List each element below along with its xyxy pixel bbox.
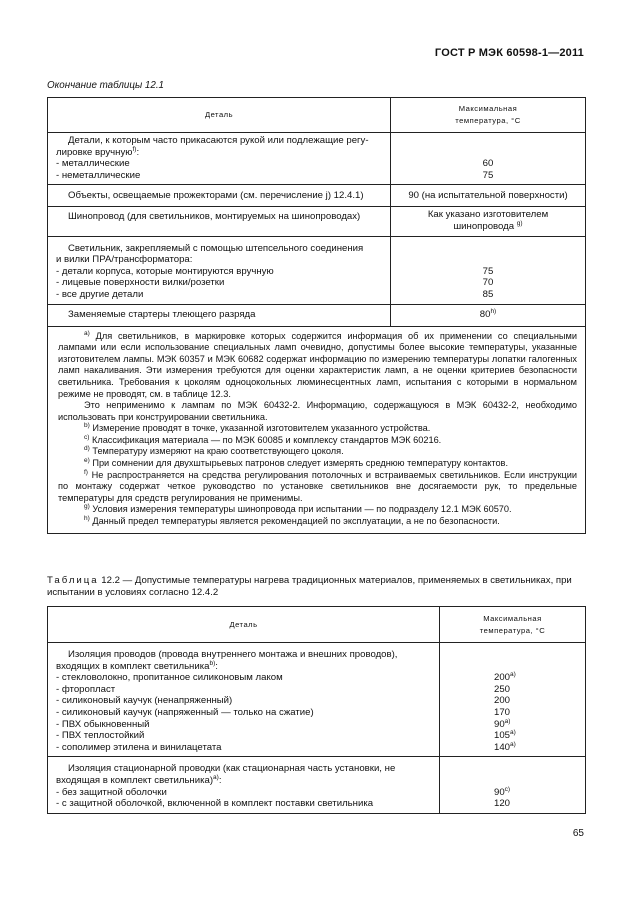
note-f: $^{f)}$ Не распространяется на средства регулирования потолочных и встраиваемых светильников. Если инструкции по монтажу содержат четкое руководство по установке светильников вне досягаемости рук, то предельные температуры для средств регулирования не применимы. xyxy=(58,468,578,503)
note-d: $^{d)}$ Температуру измеряют на краю соответствующего цоколя. xyxy=(84,445,344,457)
table-caption-12-2: Таблица 12.2 — Допустимые температуры нагрева традиционных материалов, применяемых в светильниках, при испытании в условиях согласно 12.4.2 xyxy=(47,575,572,598)
page-number: 65 xyxy=(572,828,584,839)
list-item: - силиконовый каучук (ненапряженный) xyxy=(56,695,233,707)
table-row xyxy=(48,133,586,185)
table-notes xyxy=(48,326,586,533)
list-item: - стекловолокно, пропитанное силиконовым лаком xyxy=(56,672,283,684)
table-12-1 xyxy=(47,97,586,534)
note-h: $^{h)}$ Данный предел температуры является рекомендацией по эксплуатации, а не по безопасности. xyxy=(84,514,500,527)
list-item: - ПВХ теплостойкий xyxy=(56,730,145,742)
table-row: Заменяемые стартеры тлеющего разряда 80$^{h)}$ xyxy=(48,304,586,326)
list-item: - силиконовый каучук (напряженный — только на сжатие) xyxy=(56,706,314,718)
column-header-temperature: Максимальная температура, °С xyxy=(391,98,586,133)
list-item: - без защитной оболочки xyxy=(56,786,167,798)
note-a: $^{a)}$ Для светильников, в маркировке которых содержится информация об их применении со специальными лампами или если использование специальных ламп очевидно, допустимы более высокие температуры, указанные изготовителем лампы. МЭК 60357 и МЭК 60682 содержат информацию по измерению температуры лопатки галогенных ламп накаливания. Эти измерения требуются для оценки характеристик ламп, а не оценки критериев безопасности светильника. Требования к цоколям одноцокольных люминесцентных ламп, испытания с которыми в нормальном режиме не проводят, см. в таблице 12.3. xyxy=(58,329,577,399)
document-header: ГОСТ Р МЭК 60598-1—2011 xyxy=(434,47,584,59)
column-header-detail: Деталь xyxy=(48,607,440,643)
table-row: Светильник, закрепляемый с помощью штепсельного соединения и вилки ПРА/трансформатора: - детали корпуса, которые монтируются вручную - лицевые поверхности вилки/розетки - все другие детали 75 70 85 xyxy=(48,236,586,304)
list-item: - с защитной оболочкой, включенной в комплект поставки светильника xyxy=(56,798,374,810)
list-item: - сополимер этилена и винилацетата xyxy=(56,741,222,753)
table-row: Объекты, освещаемые прожекторами (см. перечисление j) 12.4.1) 90 (на испытательной поверхности) xyxy=(48,185,586,207)
list-item: - ПВХ обыкновенный xyxy=(56,718,150,730)
temperature-cell: 60 75 xyxy=(391,133,586,185)
note-c: $^{c)}$ Классификация материала — по МЭК 60085 и комплексу стандартов МЭК 60216. xyxy=(84,433,442,445)
table-row: Шинопровод (для светильников, монтируемых на шинопроводах) Как указано изготовителем шинопровода $^{g)}$ xyxy=(48,207,586,236)
list-item: - фторопласт xyxy=(56,683,116,695)
table-row: Изоляция стационарной проводки (как стационарная часть установки, не входящая в комплект светильника)$^{a)}$: - без защитной оболочки - с защитной оболочкой, включенной в комплект поставки светильника 90$^{c)}$ 120 xyxy=(48,757,586,813)
table-row: Изоляция проводов (провода внутреннего монтажа и внешних проводов), входящих в комплект светильника$^{b)}$: - стекловолокно, пропитанное силиконовым лаком - фторопласт - силиконовый каучук (ненапряженный) - силиконовый каучук (напряженный — только на сжатие) - ПВХ обыкновенный - ПВХ теплостойкий - сополимер этилена и винилацетата 200$^{a)}$ 250 200 170 90$^{a)}$ 105$^{a)}$ 140$^{a)}$ xyxy=(48,643,586,757)
column-header-detail: Деталь xyxy=(48,98,391,133)
note-e: $^{e)}$ При сомнении для двухштырьевых патронов следует измерять среднюю температуру контактов. xyxy=(84,457,508,469)
note-a-continued: Это неприменимо к лампам по МЭК 60432-2. Информацию, содержащуюся в МЭК 60432-2, необходимо использовать при конструировании светильника. xyxy=(58,400,577,422)
note-g: $^{g)}$ Условия измерения температуры шинопровода при испытании — по подразделу 12.1 МЭК 60570. xyxy=(84,503,512,515)
detail-cell: Детали, к которым часто прикасаются рукой или подлежащие регу- лировке вручную$^{f)}$: - металлические - неметаллические xyxy=(48,133,391,185)
table-12-2 xyxy=(47,606,586,814)
note-b: $^{b)}$ Измерение проводят в точке, указанной изготовителем указанного устройства. xyxy=(84,422,431,434)
column-header-temperature: Максимальная температура, °С xyxy=(440,607,586,643)
table-caption: Окончание таблицы 12.1 xyxy=(47,80,164,91)
